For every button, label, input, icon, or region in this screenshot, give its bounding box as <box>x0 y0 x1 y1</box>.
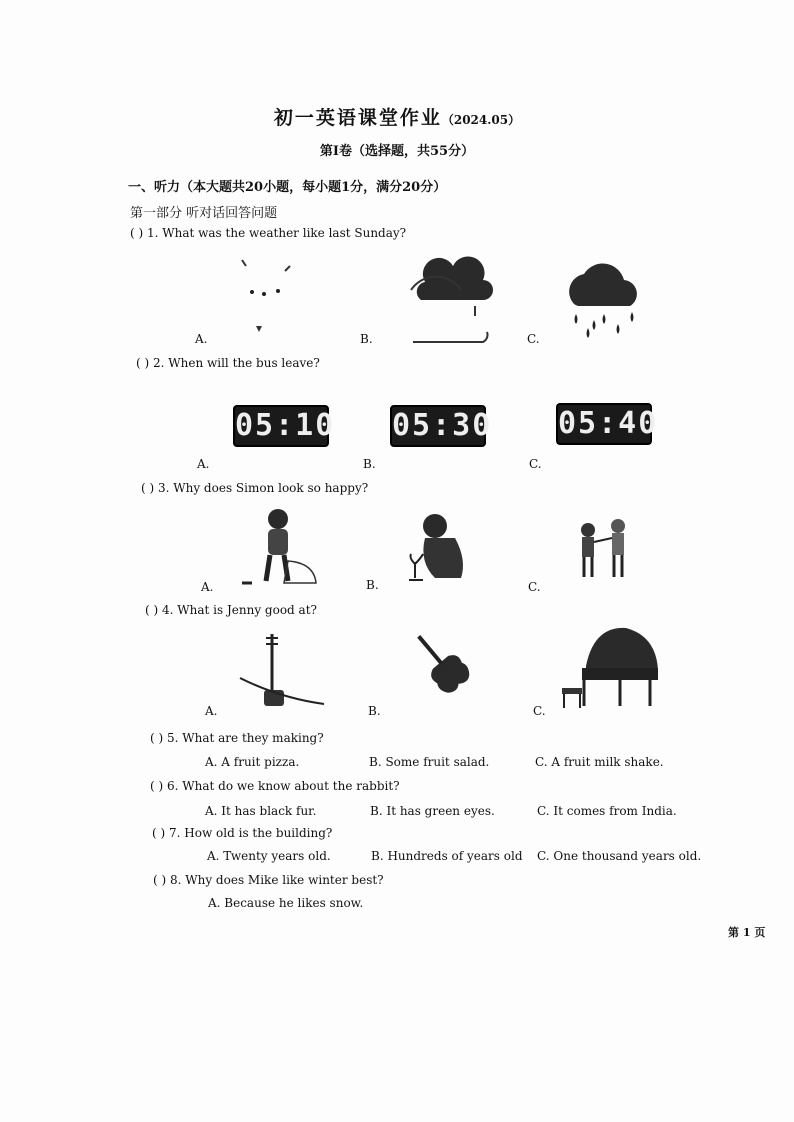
rain-icon <box>560 256 648 342</box>
question-3 <box>141 481 368 495</box>
question-text: 4. What is Jenny good at? <box>162 603 317 617</box>
children-playing-icon <box>570 512 640 582</box>
question-2 <box>136 356 320 370</box>
answer-blank[interactable]: ( ) <box>141 481 155 495</box>
q2-option-c: C. <box>529 457 542 471</box>
answer-blank[interactable]: ( ) <box>152 826 166 840</box>
q4-option-c: C. <box>533 704 546 718</box>
answer-blank[interactable]: ( ) <box>130 226 144 240</box>
q8-option-a: A. Because he likes snow. <box>208 896 364 910</box>
paper-subtitle: 第Ⅰ卷（选择题，共55分） <box>319 144 475 159</box>
q3-option-c: C. <box>528 580 541 594</box>
question-7 <box>152 826 332 840</box>
clock-0530: 05:30 <box>390 405 486 447</box>
piano-icon <box>560 626 660 710</box>
question-text: 5. What are they making? <box>167 731 324 745</box>
q3-option-a: A. <box>201 580 214 594</box>
question-5 <box>150 731 324 745</box>
question-text: 1. What was the weather like last Sunday? <box>147 226 407 240</box>
q4-option-a: A. <box>205 704 218 718</box>
q3-option-b: B. <box>366 578 379 592</box>
erhu-icon <box>236 630 328 712</box>
question-6 <box>150 779 400 793</box>
question-text: 7. How old is the building? <box>169 826 333 840</box>
exam-date: （2024.05） <box>441 113 521 127</box>
q6-option-c: C. It comes from India. <box>537 804 677 818</box>
q6-option-b: B. It has green eyes. <box>370 804 495 818</box>
answer-blank[interactable]: ( ) <box>145 603 159 617</box>
q1-option-b: B. <box>360 332 373 346</box>
page-title: 初一英语课堂作业（2024.05） <box>273 107 521 129</box>
question-text: 3. Why does Simon look so happy? <box>158 481 369 495</box>
boy-planting-icon <box>405 512 480 586</box>
q6-option-a: A. It has black fur. <box>205 804 317 818</box>
violin-icon <box>403 630 491 700</box>
question-1 <box>130 226 406 240</box>
clock-0540: 05:40 <box>556 403 652 445</box>
part-heading: 第一部分 听对话回答问题 <box>130 206 278 221</box>
question-8 <box>153 873 384 887</box>
sun-icon <box>232 256 302 336</box>
q4-option-b: B. <box>368 704 381 718</box>
q2-option-a: A. <box>197 457 210 471</box>
boy-fishing-icon <box>240 505 320 587</box>
answer-blank[interactable]: ( ) <box>153 873 167 887</box>
q1-option-c: C. <box>527 332 540 346</box>
section-heading: 一、听力（本大题共20小题，每小题1分，满分20分） <box>128 180 447 195</box>
q7-option-a: A. Twenty years old. <box>207 849 331 863</box>
question-text: 2. When will the bus leave? <box>153 356 320 370</box>
question-text: 6. What do we know about the rabbit? <box>167 779 400 793</box>
q5-option-a: A. A fruit pizza. <box>205 755 300 769</box>
q7-option-b: B. Hundreds of years old <box>371 849 523 863</box>
q7-option-c: C. One thousand years old. <box>537 849 702 863</box>
answer-blank[interactable]: ( ) <box>150 731 164 745</box>
answer-blank[interactable]: ( ) <box>150 779 164 793</box>
question-text: 8. Why does Mike like winter best? <box>170 873 384 887</box>
q5-option-c: C. A fruit milk shake. <box>535 755 664 769</box>
clock-0510: 05:10 <box>233 405 329 447</box>
q2-option-b: B. <box>363 457 376 471</box>
answer-blank[interactable]: ( ) <box>136 356 150 370</box>
q5-option-b: B. Some fruit salad. <box>369 755 490 769</box>
cloudy-icon <box>405 250 500 345</box>
page-number: 第 1 页 <box>728 926 766 939</box>
question-4 <box>145 603 317 617</box>
q1-option-a: A. <box>195 332 208 346</box>
